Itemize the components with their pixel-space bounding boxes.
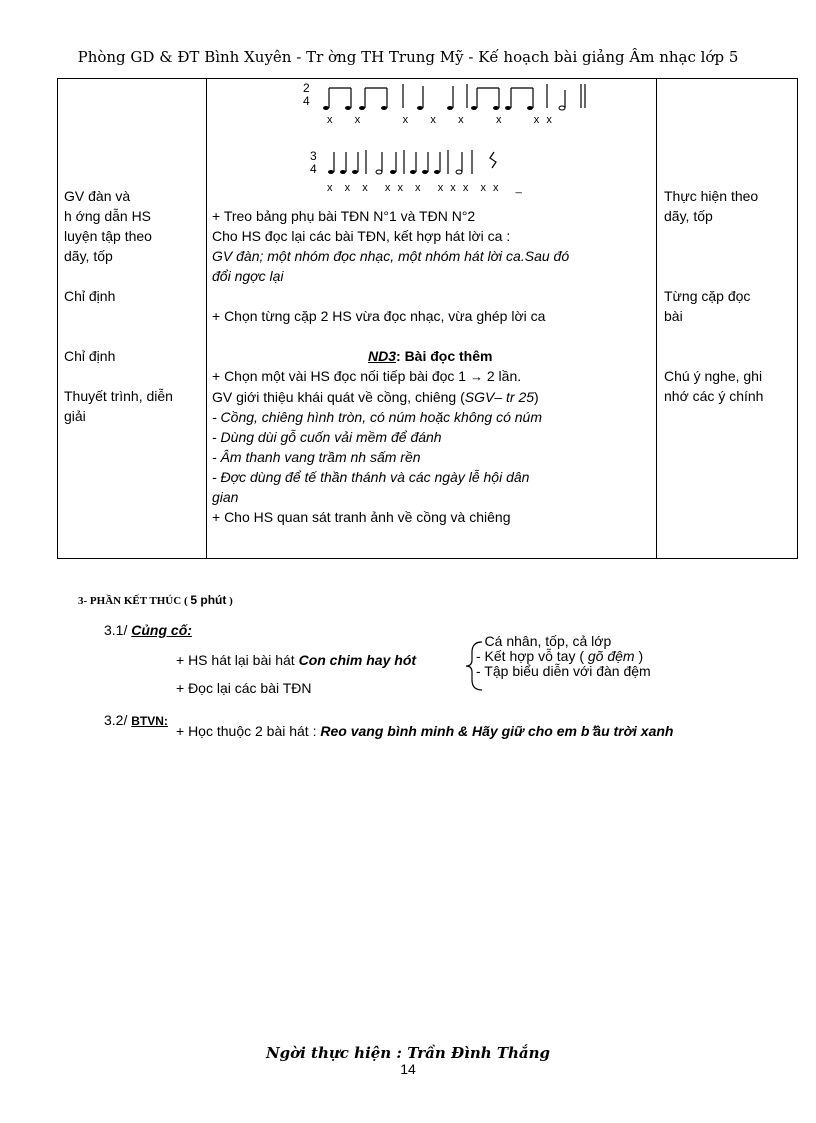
cell-text: - Cồng, chiêng hình tròn, có núm hoặc không có núm: [212, 409, 542, 425]
section-minutes: 5 phút: [190, 593, 227, 607]
cell-text: GV đàn và: [64, 188, 131, 204]
cell-text: nhớ các ý chính: [664, 388, 764, 404]
cell-text: GV giới thiệu khái quát về cồng, chiêng (: [212, 389, 465, 405]
sgv-reference: SGV– tr 25: [464, 389, 535, 405]
section-title-text: 3- PHẦN KẾT THÚC (: [78, 595, 191, 607]
cell-line: [212, 387, 542, 407]
cell-text: + Cho HS quan sát tranh ảnh về cồng và chiêng: [212, 509, 511, 525]
section-3-2-heading: [104, 710, 168, 731]
subsection-label: BTVN:: [131, 714, 168, 728]
cell-text: Thực hiện theo: [664, 188, 759, 204]
arrow-right-icon: →: [469, 369, 483, 384]
cell-text: - Kết hợp vỗ tay (: [476, 648, 588, 664]
page-header: Phòng GD & ĐT Bình Xuyên - Tr ờng TH Trung Mỹ - Kế hoạch bài giảng Âm nhạc lớp 5: [77, 48, 739, 66]
cell-text: ): [634, 648, 644, 664]
option-item: [476, 649, 651, 664]
cell-text: + Đọc lại các bài TĐN: [176, 680, 312, 696]
subsection-number: 3.2/: [104, 712, 132, 728]
nd3-heading: [212, 346, 542, 366]
author-signature: Ngời thực hiện : Trần Đình Thắng: [265, 1044, 551, 1062]
cell-text: - Âm thanh vang trầm nh sấm rền: [212, 449, 421, 465]
cell-text: h ớng dẫn HS: [64, 208, 152, 224]
cell-text: gõ đệm: [587, 648, 635, 664]
cell-text: Chú ý nghe, ghi: [664, 368, 763, 384]
column-divider: [206, 79, 207, 558]
time-top: 2: [303, 81, 310, 95]
nd3-title: : Bài đọc thêm: [396, 348, 493, 364]
cell-text: giải: [64, 408, 86, 424]
options-list: [476, 634, 651, 679]
cell-text: gian: [212, 489, 239, 505]
cell-text: Thuyết trình, diễn: [64, 388, 173, 404]
cell-text: đổi ngợc lại: [212, 268, 284, 284]
time-bottom: 4: [303, 94, 310, 108]
cell-text: Cho HS đọc lại các bài TĐN, kết hợp hát lời ca :: [212, 228, 511, 244]
column-divider: [656, 79, 657, 558]
cell-text: + Chọn một vài HS đọc nối tiếp bài đọc 1: [212, 368, 467, 384]
nd3-label: ND3: [368, 348, 397, 364]
cell-text: Từng cặp đọc: [664, 288, 751, 304]
student-listen: [664, 366, 763, 406]
section-3-title: [78, 593, 233, 607]
cell-text: bài: [664, 308, 683, 324]
student-pairs: [664, 286, 750, 326]
time-bottom: 4: [310, 162, 317, 176]
cell-text: dãy, tốp: [664, 208, 713, 224]
rhythm-marks-2: x x x x x x x x x x x _: [327, 182, 524, 194]
cell-text: + Học thuộc 2 bài hát :: [176, 723, 321, 739]
cell-text: luyện tập theo: [64, 228, 152, 244]
cell-text: - Đợc dùng để tế thần thánh và các ngày lễ hội dân: [212, 469, 530, 485]
subsection-label: Củng cố:: [131, 622, 192, 638]
page-number: 14: [400, 1061, 416, 1077]
option-item: - Cá nhân, tốp, cả lớp: [476, 633, 612, 649]
student-column: [664, 186, 758, 226]
homework-line: [176, 721, 673, 741]
cell-text: 2 lần.: [486, 368, 522, 384]
section-title-text: ): [226, 595, 233, 607]
option-item: - Tập biểu diễn với đàn đệm: [476, 663, 651, 679]
teacher-method: [64, 386, 173, 426]
cell-text: - Dùng dùi gỗ cuốn vải mềm để đánh: [212, 429, 442, 445]
reading-section: [212, 346, 542, 527]
subsection-number: 3.1/: [104, 622, 132, 638]
song-title: Con chim hay hót: [298, 652, 417, 668]
teacher-column: [64, 186, 152, 266]
cell-text: + Treo bảng phụ bài TĐN N°1 và TĐN N°2: [212, 208, 476, 224]
activity-column: [212, 206, 569, 286]
cell-text: Chỉ định: [64, 288, 116, 304]
cell-text: + HS hát lại bài hát: [176, 652, 299, 668]
cell-text: GV đàn; một nhóm đọc nhạc, một nhóm hát lời ca.Sau đó: [212, 248, 570, 264]
cell-text: + Chọn từng cặp 2 HS vừa đọc nhạc, vừa ghép lời ca: [212, 308, 546, 324]
cell-text: dãy, tốp: [64, 248, 113, 264]
sing-again-line: [176, 650, 416, 670]
song-titles: Reo vang bình minh & Hãy giữ cho em b ̛ầu trời xanh: [320, 723, 674, 739]
time-top: 3: [310, 149, 317, 163]
cell-line: [212, 366, 542, 387]
section-3-1-heading: [104, 620, 192, 640]
cell-text: Chỉ định: [64, 348, 116, 364]
rhythm-marks-1: x x x x x x x x: [327, 114, 554, 126]
cell-text: ): [534, 389, 539, 405]
